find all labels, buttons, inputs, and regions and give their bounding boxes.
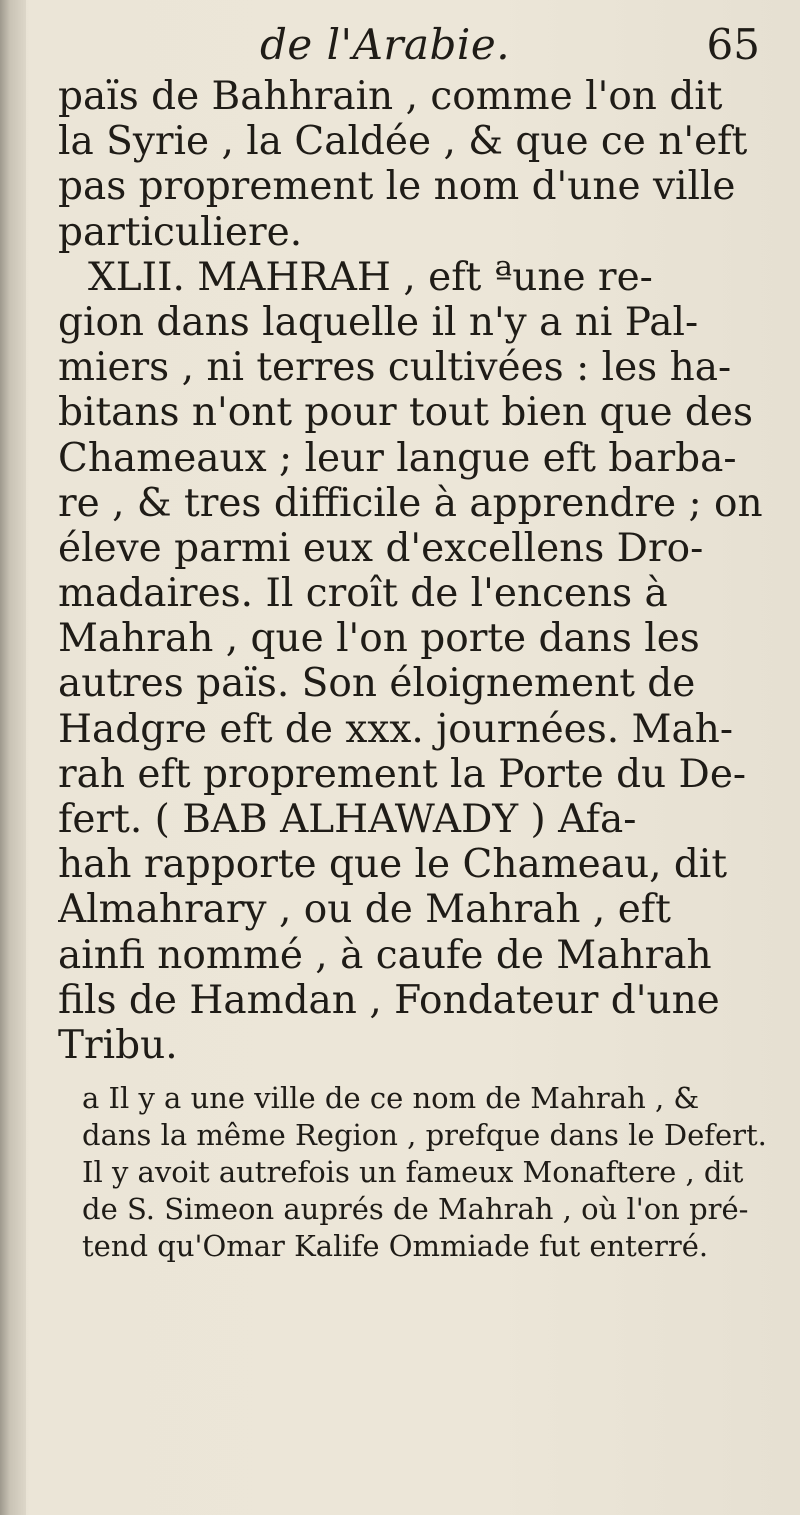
- text-line: miers , ni terres cultivées : les ha-: [58, 345, 732, 391]
- text-line: éleve parmi eux d'excellens Dro-: [58, 525, 704, 571]
- text-line: ainfi nommé , à caufe de Mahrah: [58, 932, 712, 978]
- text-line: particuliere.: [58, 209, 303, 255]
- footnote-line: a Il y a une ville de ce nom de Mahrah , &: [82, 1081, 700, 1115]
- footnote-line: Il y avoit autrefois un fameux Monaftere , dit: [82, 1155, 744, 1189]
- text-line: la Syrie , la Caldée , & que ce n'eft: [58, 119, 748, 165]
- text-line: autres païs. Son éloignement de: [58, 661, 696, 707]
- text-line: re , & tres difficile à apprendre ; on: [58, 480, 763, 526]
- text-line: hah rapporte que le Chameau, dit: [58, 842, 728, 888]
- text-line: gion dans laquelle il n'y a ni Pal-: [58, 299, 699, 345]
- main-text: [58, 74, 770, 1068]
- running-title: de l'Arabie.: [260, 20, 511, 69]
- text-line: Hadgre eft de xxx. journées. Mah-: [58, 706, 734, 752]
- text-line: Mahrah , que l'on porte dans les: [58, 616, 700, 662]
- text-line: païs de Bahhrain , comme l'on dit: [58, 74, 723, 119]
- footnote-line: de S. Simeon auprés de Mahrah , où l'on pré-: [82, 1192, 749, 1226]
- text-line: rah eft proprement la Porte du De-: [58, 751, 747, 797]
- text-line: fils de Hamdan , Fondateur d'une: [58, 977, 720, 1023]
- text-line: pas proprement le nom d'une ville: [58, 164, 736, 210]
- page-number: 65: [706, 20, 760, 69]
- footnote-line: tend qu'Omar Kalife Ommiade fut enterré.: [82, 1229, 709, 1263]
- text-line: Chameaux ; leur langue eft barba-: [58, 435, 737, 481]
- text-line: Almahrary , ou de Mahrah , eft: [58, 887, 671, 933]
- page-header: [60, 20, 760, 72]
- section-heading-line: XLII. MAHRAH , eft ªune re-: [88, 254, 653, 300]
- footnote-line: dans la même Region , prefque dans le Defert.: [82, 1118, 767, 1152]
- text-line: madaires. Il croît de l'encens à: [58, 571, 668, 617]
- footnotes: [60, 1080, 770, 1265]
- text-line: fert. ( BAB ALHAWADY ) Afa-: [58, 797, 637, 842]
- page-binding-edge: [0, 0, 26, 1515]
- text-line: bitans n'ont pour tout bien que des: [58, 390, 753, 436]
- text-line: Tribu.: [58, 1022, 178, 1068]
